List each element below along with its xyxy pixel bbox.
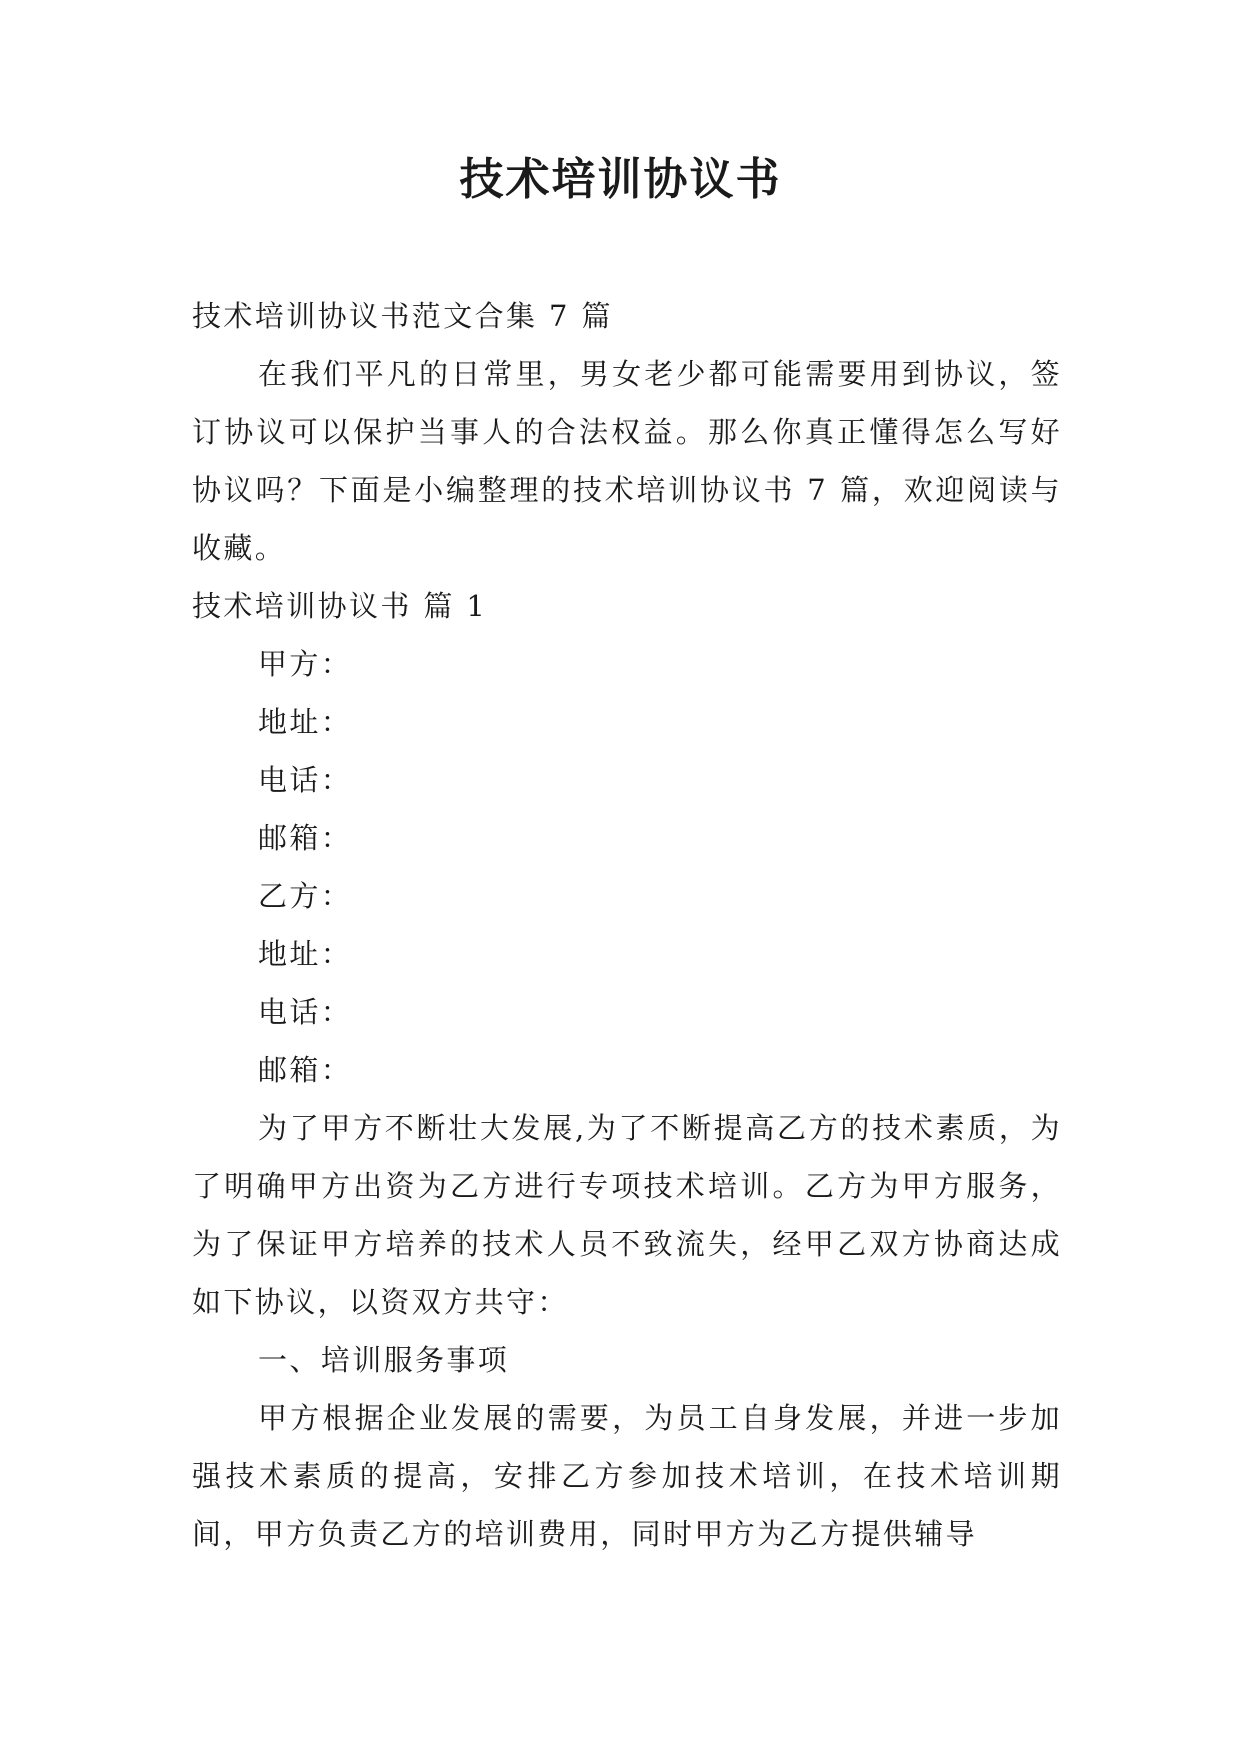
document-body (192, 287, 1062, 1563)
party-b-label: 乙方： (258, 879, 353, 913)
party-a-label: 甲方： (258, 647, 353, 681)
party-a-email-label: 邮箱： (258, 821, 353, 855)
document-subtitle: 技术培训协议书范文合集 7 篇 (192, 299, 613, 333)
party-a-address-label: 地址： (258, 705, 353, 739)
clause-1-heading: 一、培训服务事项 (258, 1343, 510, 1377)
party-b-email-label: 邮箱： (258, 1053, 353, 1087)
clause-1-body: 甲方根据企业发展的需要，为员工自身发展，并进一步加强技术素质的提高，安排乙方参加技术培训，在技术培训期间，甲方负责乙方的培训费用，同时甲方为乙方提供辅导 (192, 1401, 1062, 1551)
purpose-paragraph: 为了甲方不断壮大发展,为了不断提高乙方的技术素质，为了明确甲方出资为乙方进行专项技术培训。乙方为甲方服务，为了保证甲方培养的技术人员不致流失，经甲乙双方协商达成如下协议，以资双方共守： (192, 1111, 1062, 1319)
section-heading: 技术培训协议书 篇 1 (192, 589, 488, 623)
party-a-phone-label: 电话： (258, 763, 353, 797)
party-b-phone-label: 电话： (258, 995, 353, 1029)
document-title: 技术培训协议书 (459, 154, 782, 205)
party-b-address-label: 地址： (258, 937, 353, 971)
intro-paragraph: 在我们平凡的日常里，男女老少都可能需要用到协议，签订协议可以保护当事人的合法权益。那么你真正懂得怎么写好协议吗？下面是小编整理的技术培训协议书 7 篇，欢迎阅读与收藏。 (192, 357, 1062, 565)
